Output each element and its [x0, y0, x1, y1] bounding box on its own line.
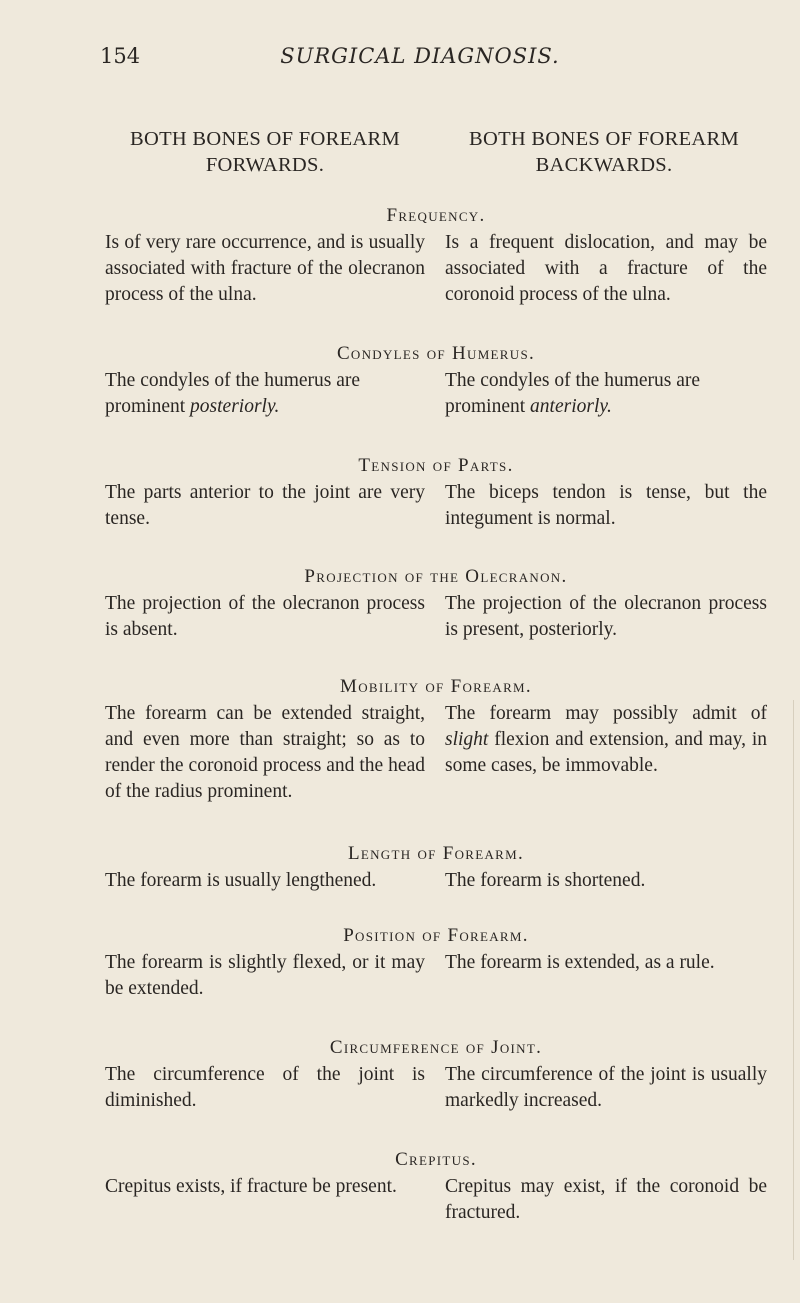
section-crepitus	[105, 1146, 767, 1228]
section-heading: Length of Forearm.	[347, 843, 525, 864]
right-text: The condyles of the humerus are prominent anteriorly.	[445, 370, 701, 417]
left-title-line-1: BOTH BONES OF FOREARM	[130, 128, 400, 150]
right-text: Is a frequent dislocation, and may be associated with a fracture of the coronoid process of the ulna.	[445, 232, 767, 305]
section-condyles	[105, 340, 767, 422]
left-text: Is of very rare occurrence, and is usually associated with fracture of the olecranon process of the ulna.	[105, 232, 425, 305]
running-title: SURGICAL DIAGNOSIS.	[280, 44, 560, 68]
section-projection	[105, 563, 767, 645]
left-text: The forearm is usually lengthened.	[105, 870, 377, 891]
section-heading: Condyles of Humerus.	[336, 343, 536, 364]
left-text: The forearm is slightly flexed, or it may be extended.	[105, 952, 425, 999]
right-text: The biceps tendon is tense, but the integument is normal.	[445, 482, 767, 529]
section-frequency	[105, 202, 767, 310]
section-circumference	[105, 1034, 767, 1116]
section-heading: Mobility of Forearm.	[340, 676, 532, 697]
right-text: Crepitus may exist, if the coronoid be fractured.	[445, 1176, 767, 1223]
section-tension	[105, 452, 767, 534]
right-text: The forearm is shortened.	[445, 870, 646, 891]
right-title-line-2: BACKWARDS.	[535, 154, 673, 176]
left-title-line-2: FORWARDS.	[205, 154, 325, 176]
section-heading: Frequency.	[386, 205, 486, 226]
page-number: 154	[100, 44, 141, 68]
page-edge-shadow	[793, 700, 794, 1260]
right-text: The forearm is extended, as a rule.	[445, 952, 715, 973]
left-text: The parts anterior to the joint are very tense.	[105, 482, 425, 529]
left-text: The circumference of the joint is diminished.	[105, 1064, 425, 1111]
section-heading: Crepitus.	[395, 1149, 477, 1170]
section-heading: Circumference of Joint.	[329, 1037, 543, 1058]
section-length	[105, 840, 767, 896]
section-position	[105, 922, 767, 1004]
right-title-line-1: BOTH BONES OF FOREARM	[469, 128, 739, 150]
page-header	[100, 44, 740, 74]
right-text: The forearm may possibly admit of slight flexion and extension, and may, in some cases, be immovable.	[445, 703, 767, 776]
left-text: The forearm can be extended straight, and even more than straight; so as to render the coronoid process and the head of the radius prominent.	[105, 703, 425, 802]
section-heading: Position of Forearm.	[343, 925, 529, 946]
left-text: The condyles of the humerus are prominent posteriorly.	[105, 370, 361, 417]
left-text: The projection of the olecranon process is absent.	[105, 593, 425, 640]
right-text: The circumference of the joint is usually markedly increased.	[445, 1064, 767, 1111]
right-column-title	[443, 126, 765, 178]
section-mobility	[105, 673, 767, 833]
right-text: The projection of the olecranon process is present, posteriorly.	[445, 593, 767, 640]
left-column-title	[105, 126, 425, 178]
left-text: Crepitus exists, if fracture be present.	[105, 1176, 397, 1197]
section-heading: Projection of the Olecranon.	[304, 566, 568, 587]
section-heading: Tension of Parts.	[358, 455, 514, 476]
